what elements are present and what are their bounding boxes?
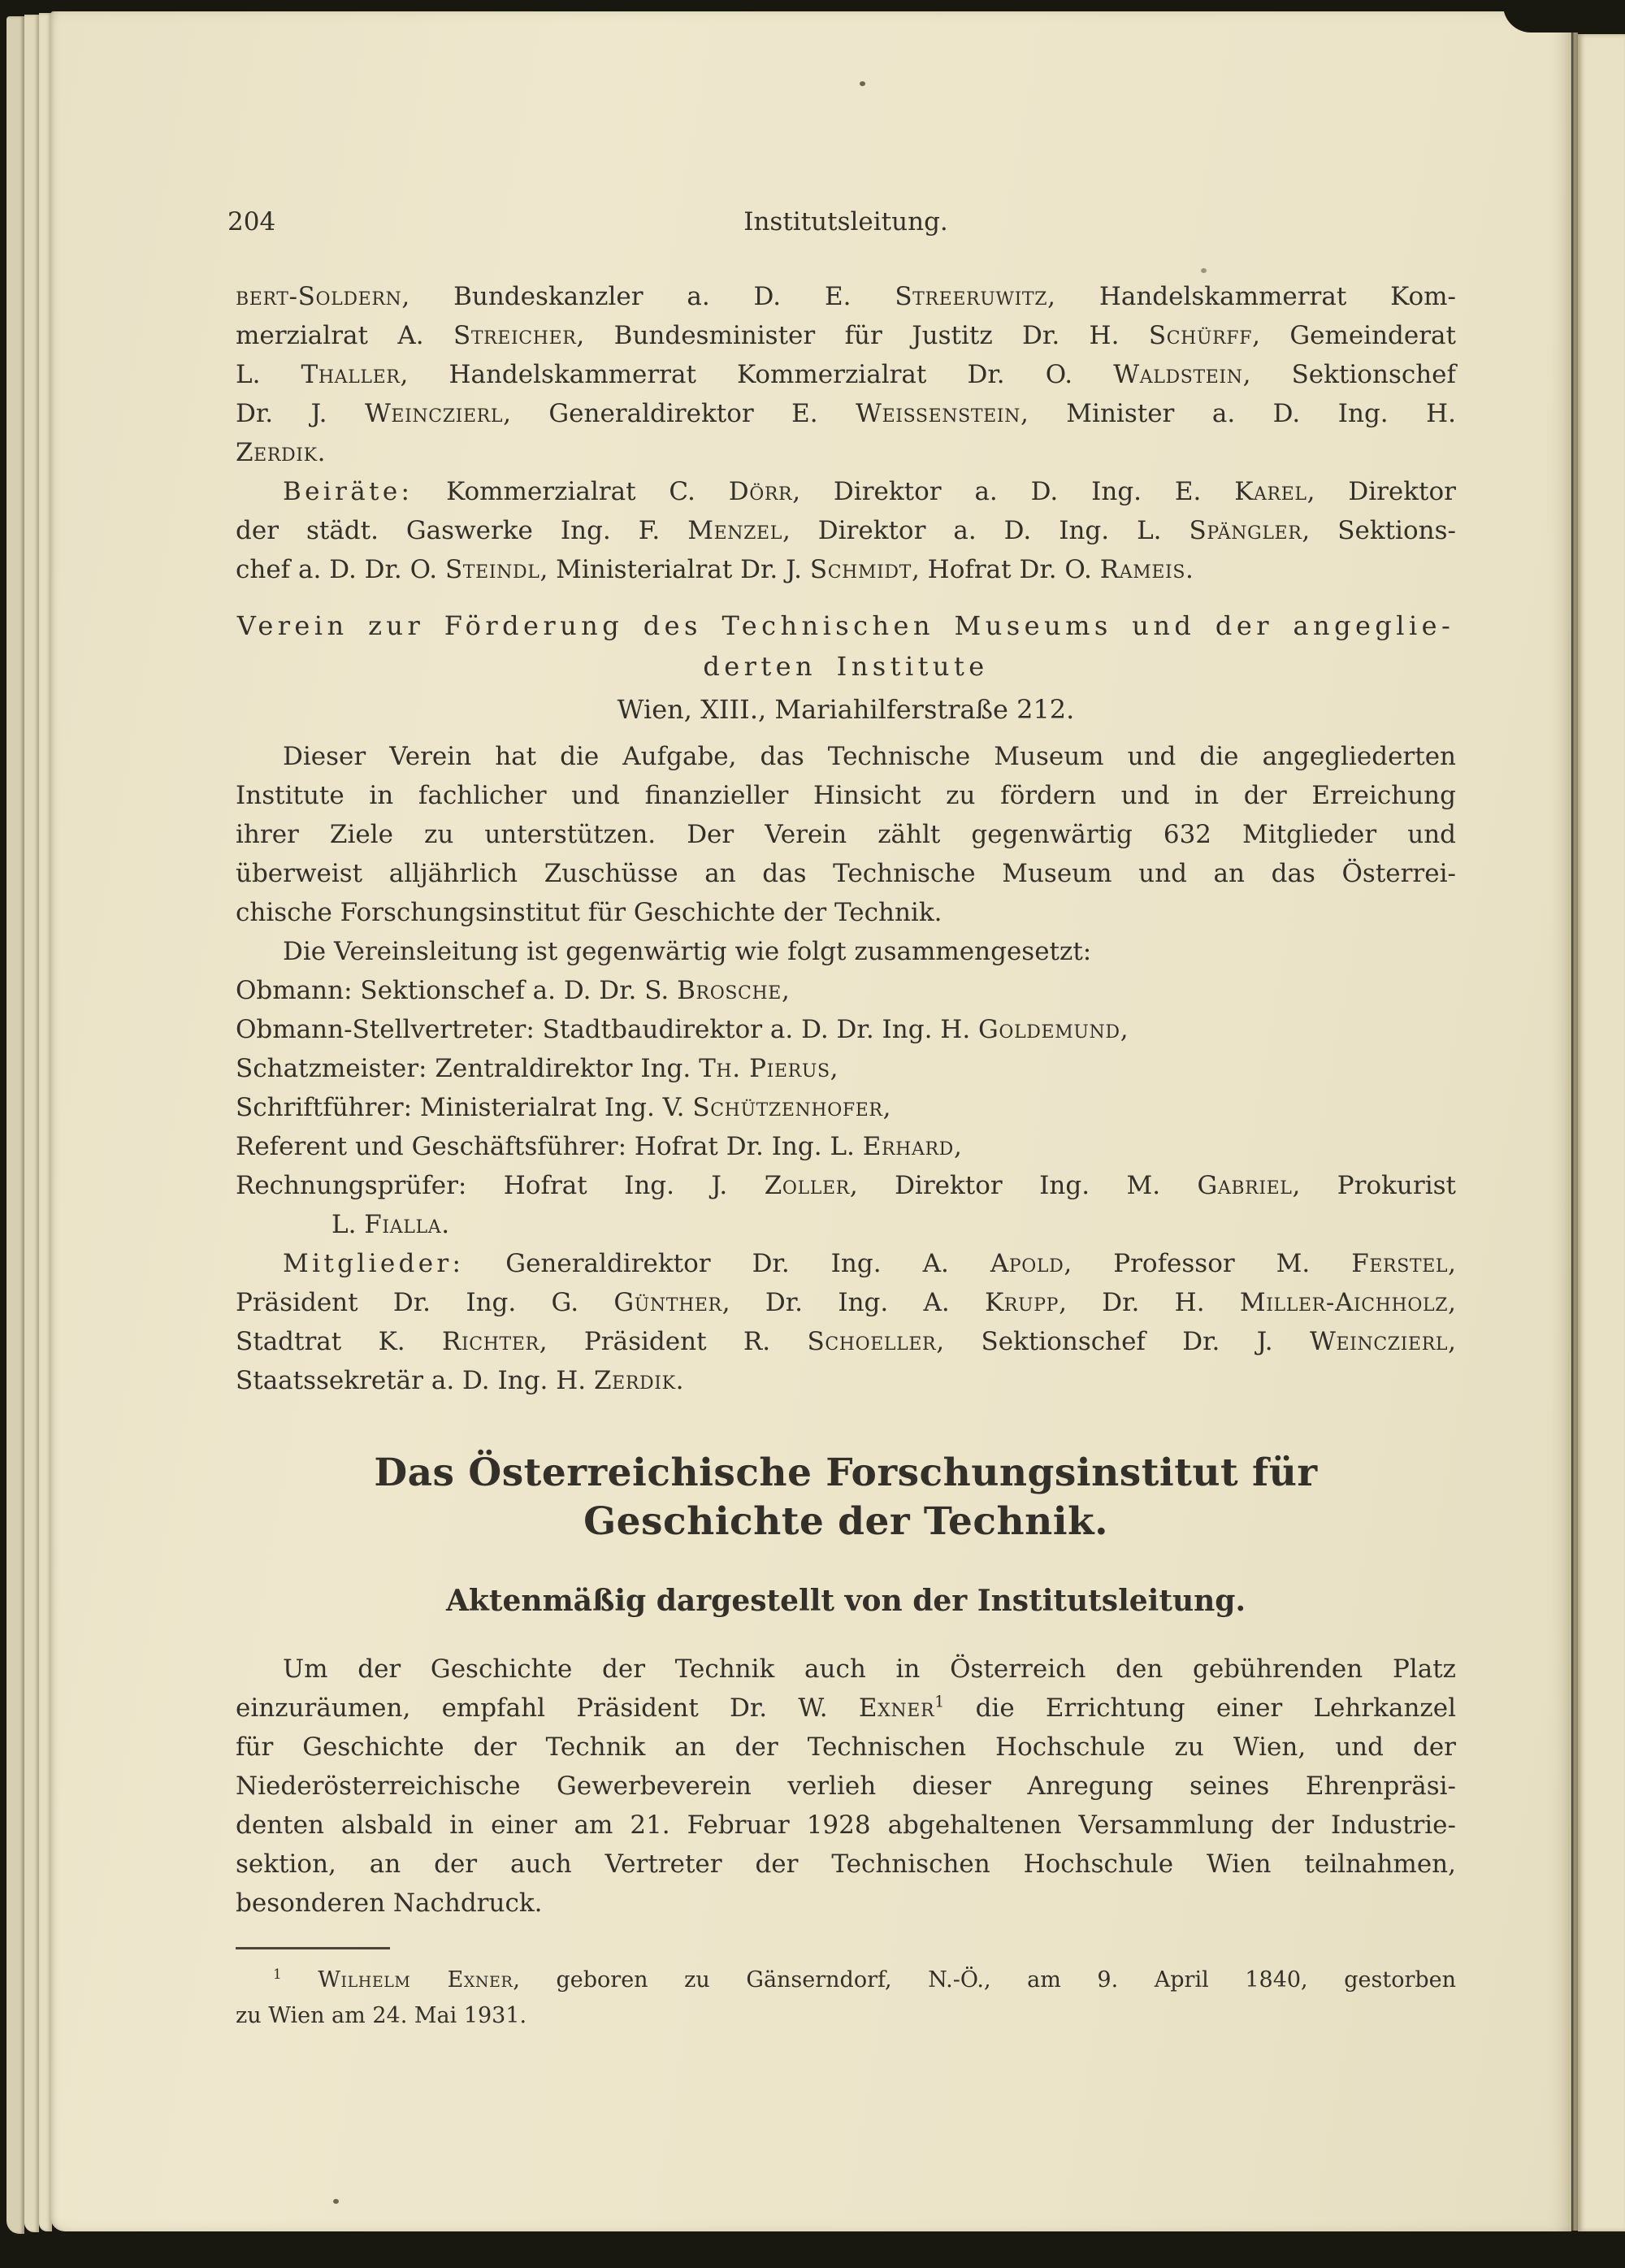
text-line: $^1$ Wilhelm Exner, geboren zu Gänserndorf, N.-Ö., am 9. April 1840, gestorben	[273, 1966, 1457, 1993]
text-line: Schatzmeister: Zentraldirektor Ing. Th. Pierus,	[236, 1054, 838, 1083]
heading-subtitle	[236, 1583, 1456, 1619]
text-line: bert-Soldern, Bundeskanzler a. D. E. Streeruwitz, Handelskammerrat Kom-	[236, 282, 1456, 311]
page-edge-stack-outer	[6, 16, 24, 2234]
text-line: chische Forschungsinstitut für Geschichte der Technik.	[236, 898, 942, 927]
text-line: derten Institute	[703, 651, 989, 682]
paper-speck	[333, 2199, 339, 2204]
paragraph-intro	[236, 1650, 1456, 1923]
text-line: der städt. Gaswerke Ing. F. Menzel, Direktor a. D. Ing. L. Spängler, Sektions-	[236, 516, 1456, 545]
heading-institute	[236, 1449, 1456, 1546]
page-number: 204	[228, 207, 276, 236]
paragraph-advisors	[236, 472, 1456, 589]
text-line: Staatssekretär a. D. Ing. H. Zerdik.	[236, 1366, 684, 1395]
paragraph-board-continued	[236, 277, 1456, 472]
text-line: Stadtrat K. Richter, Präsident R. Schoeller, Sektionschef Dr. J. Weinczierl,	[236, 1327, 1456, 1356]
text-line: ihrer Ziele zu unterstützen. Der Verein zählt gegenwärtig 632 Mitglieder und	[236, 820, 1456, 849]
text-line: denten alsbald in einer am 21. Februar 1928 abgehaltenen Versammlung der Industrie-	[236, 1810, 1456, 1840]
text-line: Aktenmäßig dargestellt von der Institutsleitung.	[445, 1584, 1246, 1618]
paragraph-members	[236, 1244, 1456, 1400]
text-line: Mitglieder: Generaldirektor Dr. Ing. A. Apold, Professor M. Ferstel,	[283, 1249, 1456, 1278]
text-line: L. Thaller, Handelskammerrat Kommerzialrat Dr. O. Waldstein, Sektionschef	[236, 360, 1456, 389]
book-page	[50, 11, 1571, 2231]
page-content	[228, 207, 1457, 2034]
text-line: Verein zur Förderung des Technischen Museums und der angeglie-	[236, 610, 1455, 641]
text-line: Die Vereinsleitung ist gegenwärtig wie folgt zusammengesetzt:	[283, 937, 1092, 966]
text-line: Rechnungsprüfer: Hofrat Ing. J. Zoller, Direktor Ing. M. Gabriel, Prokurist	[236, 1171, 1456, 1200]
running-title: Institutsleitung.	[743, 207, 948, 236]
text-line: Wien, XIII., Mariahilferstraße 212.	[617, 694, 1075, 725]
text-line: Zerdik.	[236, 438, 326, 467]
scan-corner-shadow	[1503, 0, 1625, 33]
paragraph-leadership	[236, 932, 1456, 1244]
page-edge-stack-middle	[24, 15, 39, 2232]
paper-speck	[1201, 268, 1207, 273]
footnote-rule	[236, 1947, 390, 1949]
text-line: sektion, an der auch Vertreter der Technischen Hochschule Wien teilnahmen,	[236, 1850, 1456, 1879]
text-line: Um der Geschichte der Technik auch in Österreich den gebührenden Platz	[283, 1654, 1456, 1684]
text-line: besonderen Nachdruck.	[236, 1889, 543, 1918]
text-line: Obmann-Stellvertreter: Stadtbaudirektor a. D. Dr. Ing. H. Goldemund,	[236, 1015, 1129, 1044]
text-line: Obmann: Sektionschef a. D. Dr. S. Brosche,	[236, 976, 790, 1005]
text-line: Präsident Dr. Ing. G. Günther, Dr. Ing. A. Krupp, Dr. H. Miller-Aichholz,	[236, 1288, 1456, 1317]
text-line: Dr. J. Weinczierl, Generaldirektor E. Weissenstein, Minister a. D. Ing. H.	[236, 399, 1456, 428]
text-line: für Geschichte der Technik an der Technischen Hochschule zu Wien, und der	[236, 1732, 1456, 1762]
paper-speck	[860, 81, 865, 86]
footnote	[236, 1962, 1456, 2034]
text-line: überweist alljährlich Zuschüsse an das Technische Museum und an das Österrei-	[236, 859, 1456, 888]
text-line: Referent und Geschäftsführer: Hofrat Dr. Ing. L. Erhard,	[236, 1132, 962, 1161]
text-line: zu Wien am 24. Mai 1931.	[236, 2003, 527, 2028]
text-line: L. Fialla.	[332, 1210, 450, 1239]
text-body	[236, 277, 1456, 2034]
page-gutter-crease	[1571, 33, 1578, 2231]
text-line: Institute in fachlicher und finanzieller Hinsicht zu fördern und in der Erreichung	[236, 781, 1456, 810]
running-header	[228, 207, 1456, 240]
heading-address	[236, 688, 1456, 731]
text-line: Dieser Verein hat die Aufgabe, das Technische Museum und die angegliederten	[283, 742, 1456, 771]
text-line: Das Österreichische Forschungsinstitut für	[374, 1451, 1318, 1495]
heading-verein	[236, 605, 1456, 687]
text-line: Beiräte: Kommerzialrat C. Dörr, Direktor a. D. Ing. E. Karel, Direktor	[283, 477, 1456, 506]
text-line: Schriftführer: Ministerialrat Ing. V. Schützenhofer,	[236, 1093, 891, 1122]
text-line: Geschichte der Technik.	[583, 1499, 1108, 1544]
text-line: chef a. D. Dr. O. Steindl, Ministerialrat Dr. J. Schmidt, Hofrat Dr. O. Rameis.	[236, 555, 1194, 584]
next-page-edge	[1578, 34, 1625, 2231]
text-line: merzialrat A. Streicher, Bundesminister für Justitz Dr. H. Schürff, Gemeinderat	[236, 321, 1456, 350]
text-line: Niederösterreichische Gewerbeverein verlieh dieser Anregung seines Ehrenpräsi-	[236, 1771, 1456, 1801]
text-line: einzuräumen, empfahl Präsident Dr. W. Exner$^1$ die Errichtung einer Lehrkanzel	[236, 1692, 1456, 1723]
paragraph-purpose	[236, 737, 1456, 932]
